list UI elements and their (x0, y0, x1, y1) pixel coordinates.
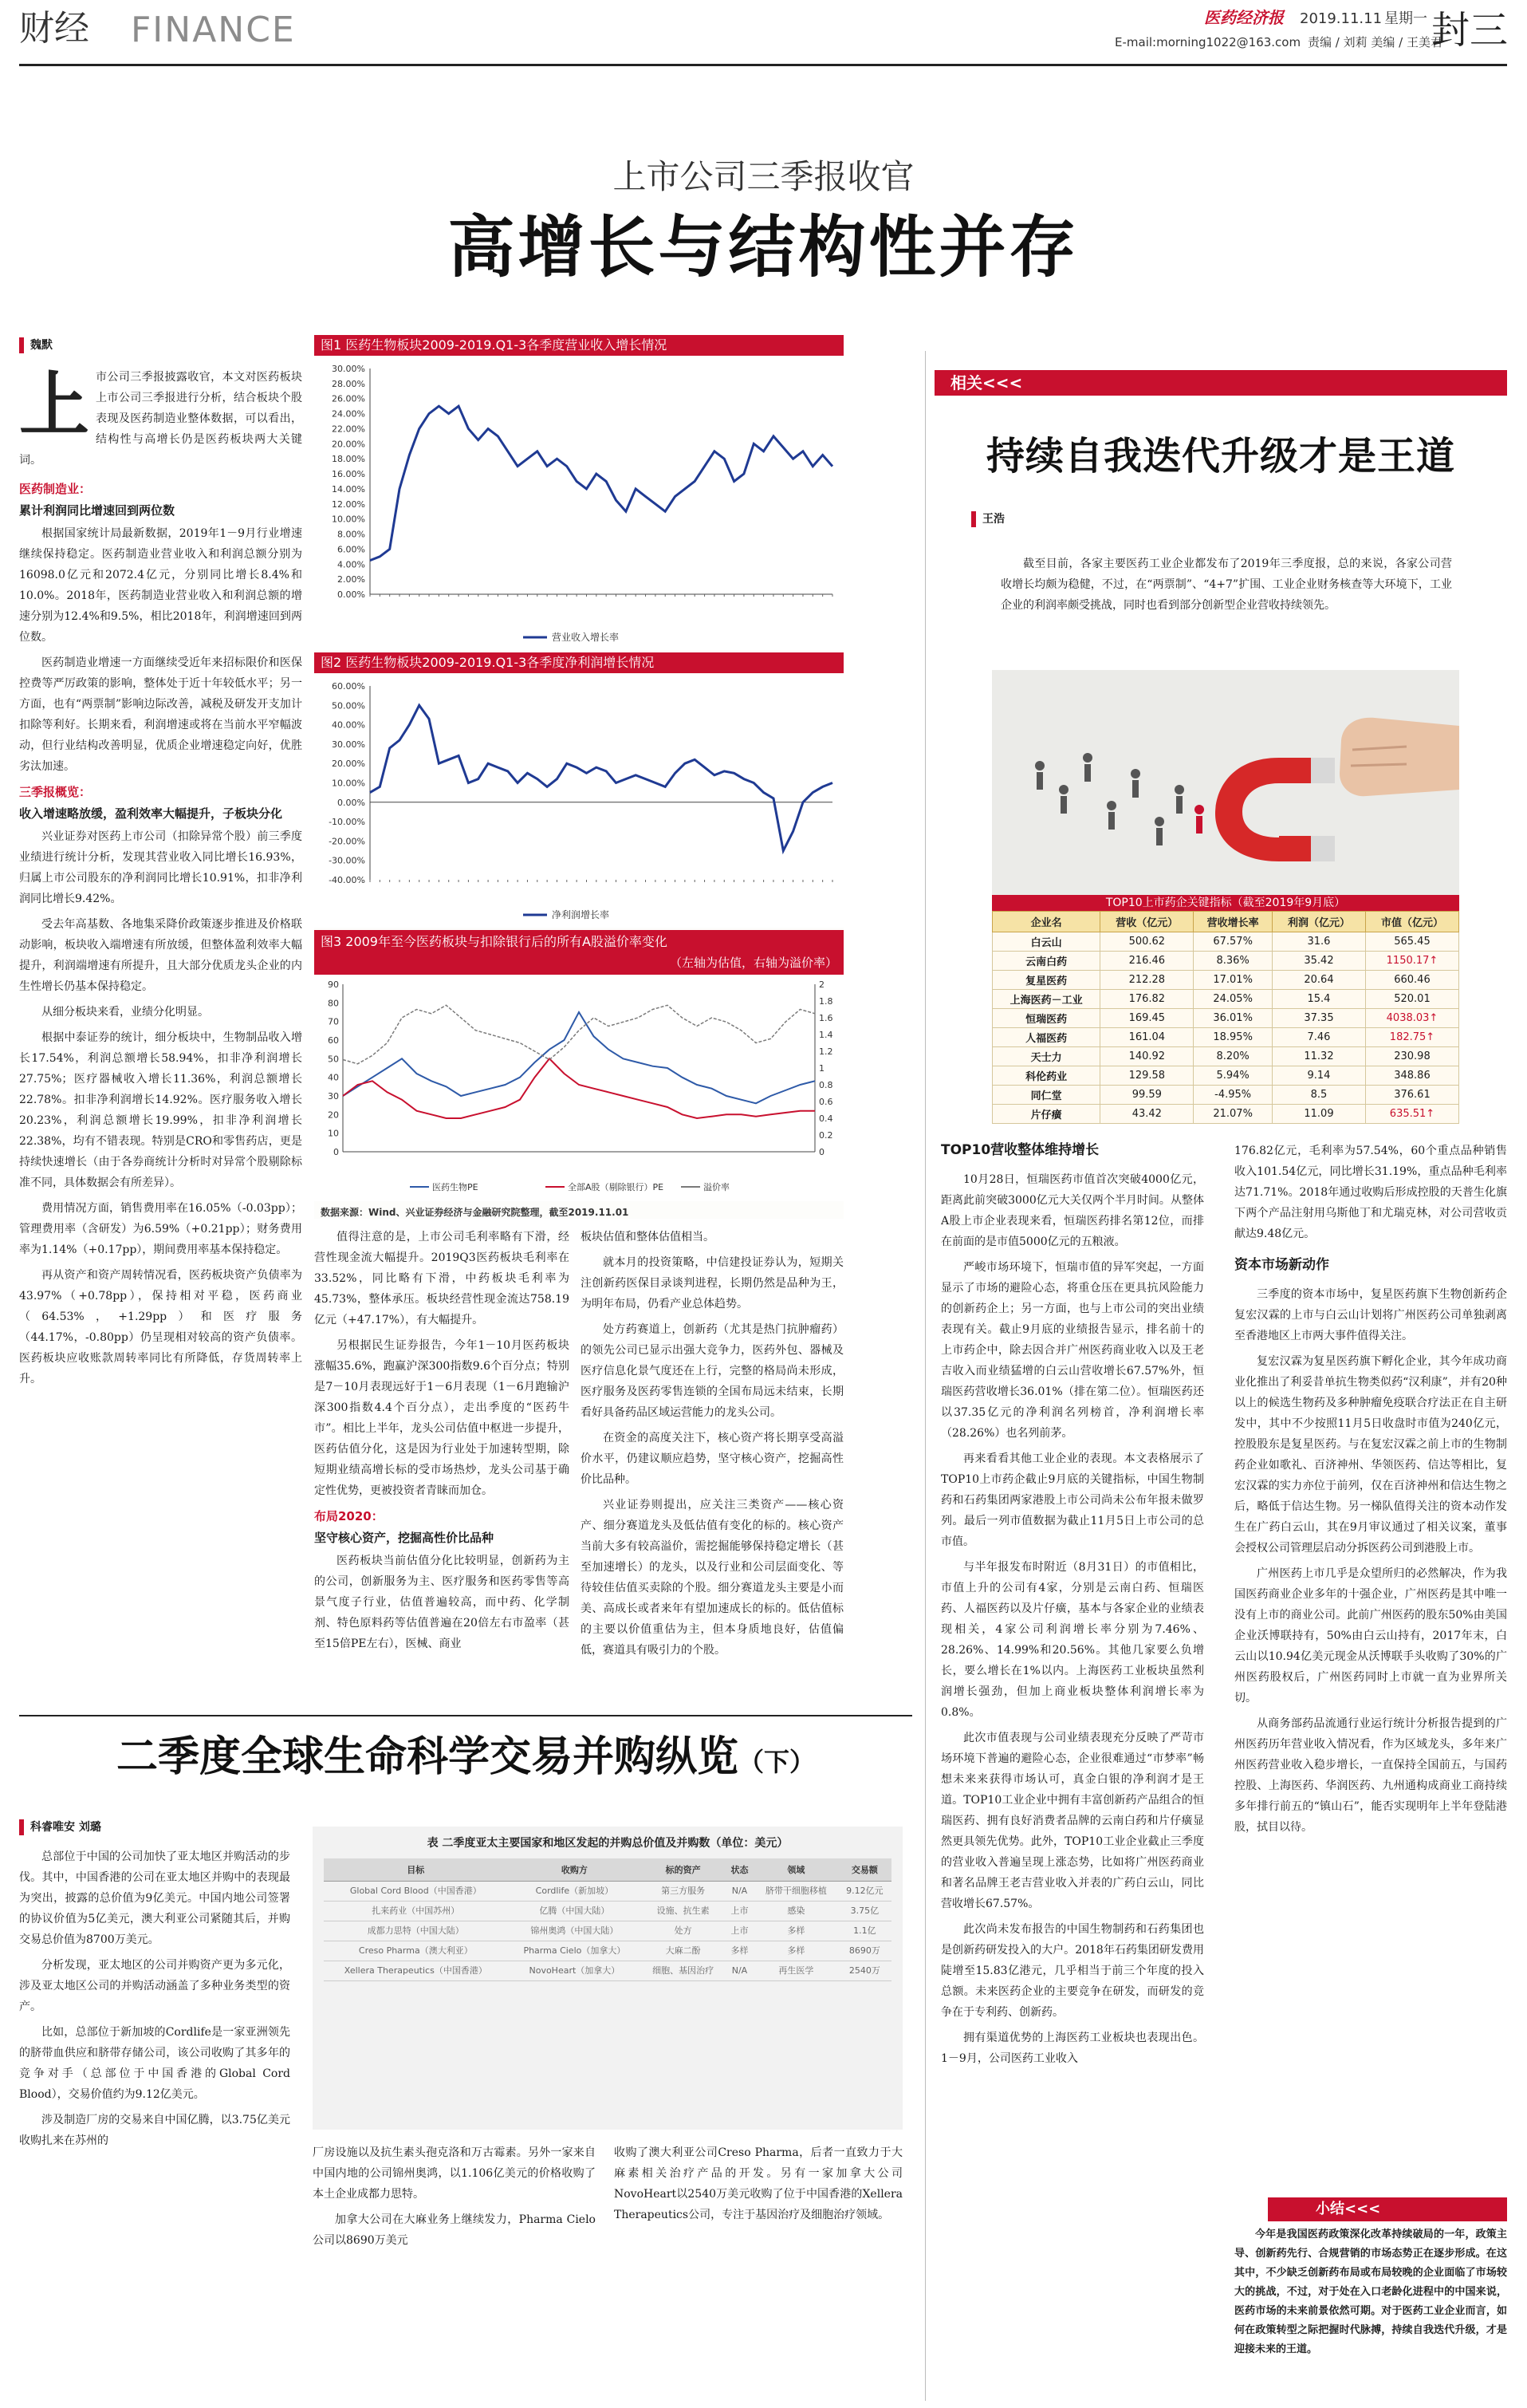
y-left-tick-label: 90 (328, 979, 339, 990)
sidebar-title: 持续自我迭代升级才是王道 (986, 434, 1455, 479)
deals-cell: 3.75亿 (838, 1902, 891, 1921)
bottom-authors: 科睿唯安 刘璐 (30, 1821, 101, 1834)
figure-3-chart (314, 976, 844, 1201)
deals-column-header: 目标 (324, 1858, 508, 1882)
y-tick-label: 60.00% (332, 681, 365, 692)
top10-cell: 8.20% (1194, 1047, 1273, 1066)
deals-cell: 9.12亿元 (838, 1882, 891, 1902)
issue-weekday: 星期一 (1384, 10, 1427, 27)
deals-cell: 大麻二酚 (641, 1941, 725, 1961)
summary-text: 今年是我国医药政策深化改革持续破局的一年，政策主导、创新药先行、合规营销的市场态势正在逐步形成。在这其中，不少缺乏创新药布局或布局较晚的企业面临了市场较大的挑战，不过，对于处在入口老龄化进程中的中国来说，医药市场的未来前景依然可期。对于医药工业企业而言，如何在政策转型之际把握时代脉搏，持续自我迭代升级，才是迎接未来的王道。 (1234, 2229, 1507, 2355)
deals-cell: Cordlife（新加坡） (508, 1882, 642, 1902)
top10-row (993, 1105, 1459, 1124)
deals-table-caption: 表 二季度亚太主要国家和地区发起的并购总价值及并购数（单位：美元） (427, 1837, 789, 1850)
body-paragraph: 收购了澳大利亚公司Creso Pharma，后者一直致力于大麻素相关治疗产品的开发。另有一家加拿大公司NovoHeart以2540万美元收购了位于中国香港的Xellera Therapeutics公司，专注于基因治疗及细胞治疗领域。 (614, 2146, 903, 2221)
deals-cell: 第三方服务 (641, 1882, 725, 1902)
y-left-tick-label: 60 (328, 1035, 339, 1046)
body-paragraph: 再来看看其他工业企业的表现。本文表格展示了TOP10上市药企截止9月底的关键指标，中国生物制药和石药集团两家港股上市公司尚未公布年报未做罗列。最后一列市值数据为截止11月5日上市公司的总市值。 (941, 1452, 1204, 1548)
bottom-title-suffix: （下） (738, 1747, 816, 1777)
top10-cell: 7.46 (1272, 1028, 1365, 1047)
figure-2-chart (314, 675, 844, 928)
deals-cell: 上市 (725, 1921, 754, 1941)
body-paragraph: 加拿大公司在大麻业务上继续发力，Pharma Cielo公司以8690万美元 (313, 2213, 596, 2247)
sidebar-section-heading-top10: TOP10营收整体维持增长 (941, 1142, 1100, 1158)
deals-column-header: 状态 (725, 1858, 754, 1882)
sidebar-author: 王浩 (982, 513, 1005, 526)
y-tick-label: 20.00% (332, 759, 365, 770)
author-marker (19, 337, 24, 353)
top10-cell: 科伦药业 (993, 1066, 1100, 1086)
deals-column-header: 收购方 (508, 1858, 642, 1882)
top10-cell: 同仁堂 (993, 1086, 1100, 1105)
top10-column-header: 市值（亿元） (1365, 912, 1458, 932)
y-tick-label: -30.00% (329, 855, 365, 866)
section-heading-pharma-manufacturing: 医药制造业： (19, 482, 92, 496)
y-right-tick-label: 0.4 (819, 1113, 833, 1124)
top10-cell: 上海医药－工业 (993, 990, 1100, 1009)
deals-cell: 多样 (725, 1941, 754, 1961)
top10-table (992, 911, 1459, 1124)
y-right-tick-label: 1.2 (819, 1046, 833, 1057)
body-paragraph: 兴业证券则提出，应关注三类资产——核心资产、细分赛道龙头及低估值有变化的标的。核心资产当前大多有较高溢价，需挖掘能够保持稳定增长（甚至加速增长）的龙头，以及行业和公司层面变化、等待较佳估值买卖除的个股。细分赛道龙头主要是小而美、高成长或者来年有望加速成长的标的。低估值标的主要以价值重估为主，但本身质地良好，估值偏低，赛道具有吸引力的个股。 (580, 1499, 844, 1657)
deals-cell: 多样 (754, 1941, 838, 1961)
top10-cell: 216.46 (1100, 952, 1194, 971)
deals-row (324, 1961, 891, 1981)
top10-cell: 140.92 (1100, 1047, 1194, 1066)
deals-row (324, 1902, 891, 1921)
deals-cell: 成都力思特（中国大陆） (324, 1921, 508, 1941)
bottom-title-main: 二季度全球生命科学交易并购纵览 (116, 1732, 738, 1781)
top10-cell: 161.04 (1100, 1028, 1194, 1047)
author-marker (19, 1819, 24, 1835)
body-paragraph: 此次尚未发布报告的中国生物制药和石药集团也是创新药研发投入的大户。2018年石药集团研发费用陡增至15.83亿港元，几乎相当于前三个年度的投入总额。未来医药企业的主要竞争在研发，而研发的竞争在于专利药、创新药。 (941, 1923, 1204, 2019)
deals-row (324, 1941, 891, 1961)
body-paragraph: 医药板块当前估值分化比较明显，创新药为主的公司，创新服务为主、医疗服务和医药零售等高景气度子行业，估值普遍较高，而中药、化学制剂、特色原料药等估值普遍在20倍左右市盈率（甚至15倍PE左右），医械、商业 (314, 1555, 569, 1650)
lead-text: 市公司三季报披露收官，本文对医药板块上市公司三季报进行分析，结合板块个股表现及医药制造业整体数据，可以看出，结构性与高增长仍是医药板块两大关键词。 (19, 371, 302, 467)
section-subheading-q3-overview: 收入增速略放缓，盈利效率大幅提升，子板块分化 (19, 806, 283, 821)
body-paragraph: 分析发现，亚太地区的公司并购资产更为多元化，涉及亚太地区公司的并购活动涵盖了多种业务类型的资产。 (19, 1959, 290, 2013)
figure-3-title: 图3 2009年至今医药板块与扣除银行后的所有A股溢价率变化 (321, 934, 667, 949)
y-left-tick-label: 30 (328, 1091, 339, 1102)
body-paragraph: 176.82亿元，毛利率为57.54%，60个重点品种销售收入101.54亿元，同比增长31.19%，重点品种毛利率达71.71%。2018年通过收购后形成控股的天普生化旗下两个产品注射用乌斯他丁和尤瑞克林，对公司营收贡献达9.48亿元。 (1234, 1145, 1507, 1240)
y-right-tick-label: 1.4 (819, 1030, 833, 1040)
top10-cell: 182.75↑ (1365, 1028, 1458, 1047)
deals-cell: 锦州奥鸿（中国大陆） (508, 1921, 642, 1941)
top10-cell: 24.05% (1194, 990, 1273, 1009)
top10-cell: 635.51↑ (1365, 1105, 1458, 1124)
top10-cell: 4038.03↑ (1365, 1009, 1458, 1028)
y-tick-label: 28.00% (332, 378, 365, 389)
top10-cell: 348.86 (1365, 1066, 1458, 1086)
body-paragraph: 兴业证券对医药上市公司（扣除异常个股）前三季度业绩进行统计分析，发现其营业收入同比增长16.93%，归属上市公司股东的净利润同比增长10.91%，扣非净利润同比增长9.42%。 (19, 830, 302, 905)
body-paragraph: 此次市值表现与公司业绩表现充分反映了严苛市场环境下普遍的避险心态，企业很难通过“市梦率”畅想未来来获得市场认可，真金白银的净利润才是王道。TOP10工业企业中拥有丰富创新药产品组合的恒瑞医药、拥有良好消费者品牌的云南白药和片仔癀显然更具领先优势。此外，TOP10工业企业截止三季度的营业收入普遍呈现上涨态势，比如将广州医药商业和著名品牌王老吉营业收入并表的广药白云山，同比营收增长67.57%。 (941, 1732, 1204, 1910)
body-paragraph: 10月28日，恒瑞医药市值首次突破4000亿元，距离此前突破3000亿元大关仅两个半月时间。从整体A股上市企业表现来看，恒瑞医药排名第12位，而排在前面的是市值5000亿元的五粮液。 (941, 1173, 1204, 1248)
main-article-col-3 (580, 1227, 844, 1707)
body-paragraph: 从细分板块来看，业绩分化明显。 (41, 1006, 209, 1019)
y-right-tick-label: 0.8 (819, 1080, 833, 1090)
top10-cell: 11.32 (1272, 1047, 1365, 1066)
body-paragraph: 在资金的高度关注下，核心资产将长期享受高溢价水平，仍建议顺应趋势，坚守核心资产，挖掘高性价比品种。 (580, 1432, 844, 1486)
top10-row (993, 990, 1459, 1009)
top10-cell: 17.01% (1194, 971, 1273, 990)
y-left-tick-label: 10 (328, 1128, 339, 1139)
y-tick-label: 6.00% (337, 544, 365, 555)
top10-cell: 37.35 (1272, 1009, 1365, 1028)
deals-row (324, 1921, 891, 1941)
top10-cell: 20.64 (1272, 971, 1365, 990)
top10-row (993, 971, 1459, 990)
deals-cell: 1.1亿 (838, 1921, 891, 1941)
top10-row (993, 1086, 1459, 1105)
y-tick-label: 30.00% (332, 739, 365, 750)
y-tick-label: 4.00% (337, 559, 365, 570)
magnet-illustration (992, 670, 1459, 895)
section-subheading-core-assets: 坚守核心资产，挖掘高性价比品种 (314, 1531, 494, 1545)
top10-cell: 18.95% (1194, 1028, 1273, 1047)
magnet-hand-image (992, 670, 1459, 895)
figure-2 (314, 652, 844, 928)
bottom-section-rule (19, 1715, 912, 1716)
top10-cell: 660.46 (1365, 971, 1458, 990)
body-paragraph: 与半年报发布时附近（8月31日）的市值相比，市值上升的公司有4家，分别是云南白药、恒瑞医药、人福医药以及片仔癀，基本与各家企业的业绩表现相关，4家公司利润增长率分别为7.46%、28.26%、14.99%和20.56%。其他几家要么负增长，要么增长在1%以内。上海医药工业板块虽然利润增长强劲，但加上商业板块整体利润增长率为0.8%。 (941, 1561, 1204, 1719)
top10-cell: 520.01 (1365, 990, 1458, 1009)
body-paragraph: 值得注意的是，上市公司毛利率略有下滑，经营性现金流大幅提升。2019Q3医药板块毛利率在33.52%，同比略有下滑，中药板块毛利率为45.73%，整体承压。板块经营性现金流达758.19亿元（+47.17%），有大幅提升。 (314, 1231, 569, 1326)
deals-table-panel (313, 1827, 903, 2130)
y-tick-label: 24.00% (332, 408, 365, 420)
column-divider (925, 351, 926, 2401)
figure-3-subtitle: （左轴为估值，右轴为溢价率） (669, 956, 837, 970)
deals-cell: N/A (725, 1882, 754, 1902)
deals-cell: Global Cord Blood（中国香港） (324, 1882, 508, 1902)
y-left-tick-label: 40 (328, 1072, 339, 1083)
body-paragraph: 厂房设施以及抗生素头孢克洛和万古霉素。另外一家来自中国内地的公司锦州奥鸿，以1.106亿美元的价格收购了本土企业成都力思特。 (313, 2146, 596, 2201)
masthead-rule (19, 64, 1507, 66)
deals-column-header: 领域 (754, 1858, 838, 1882)
top10-cell: 5.94% (1194, 1066, 1273, 1086)
body-paragraph: 广州医药上市几乎是众望所归的必然解决，作为我国医药商业企业多年的十强企业，广州医药是其中唯一没有上市的商业公司。此前广州医药的股东50%由美国企业沃博联持有，50%由白云山持有，2017年末，白云山以10.94亿美元现金从沃博联手头收购了30%的广州医药股权后，广州医药同时上市就一直为业界所关切。 (1234, 1567, 1507, 1705)
chart-background (314, 976, 844, 1201)
y-tick-label: 8.00% (337, 529, 365, 540)
main-author: 魏默 (30, 339, 53, 352)
deals-cell: 多样 (754, 1921, 838, 1941)
y-right-tick-label: 2 (819, 979, 825, 990)
legend-label: 医药生物PE (432, 1182, 478, 1192)
deals-cell: 扎来药业（中国苏州） (324, 1902, 508, 1921)
section-title-cn: 财经 (19, 8, 89, 49)
top10-column-header: 营收（亿元） (1100, 912, 1194, 932)
top10-cell: 人福医药 (993, 1028, 1100, 1047)
masthead (0, 0, 1527, 64)
y-tick-label: -10.00% (329, 817, 365, 828)
y-left-tick-label: 80 (328, 998, 339, 1009)
summary-box (1234, 2225, 1507, 2405)
body-paragraph: 根据中泰证券的统计，细分板块中，生物制品收入增长17.54%，利润总额增长58.94%，扣非净利润增长27.75%；医疗器械收入增长11.36%，利润总额增长22.78%。扣非净利润增长14.92%。医疗服务收入增长20.23%，利润总额增长19.99%，扣非净利润增长22.38%，均有不错表现。特别是CRO和零售药店，更是持续快速增长（由于各券商统计分析时对异常个股剔除标准不同，具体数据会有所差异）。 (19, 1031, 302, 1189)
top10-cell: 129.58 (1100, 1066, 1194, 1086)
sidebar-col-a (941, 1141, 1204, 2401)
bottom-col-1 (19, 1846, 290, 2405)
deals-column-header: 标的资产 (641, 1858, 725, 1882)
headline-kicker: 上市公司三季报收官 (612, 157, 915, 196)
figure-1-chart (314, 357, 844, 650)
deals-cell: 处方 (641, 1921, 725, 1941)
legend-label: 营业收入增长率 (552, 632, 620, 643)
deals-row (324, 1882, 891, 1902)
top10-cell: 15.4 (1272, 990, 1365, 1009)
top10-cell: 376.61 (1365, 1086, 1458, 1105)
top10-cell: -4.95% (1194, 1086, 1273, 1105)
top10-cell: 31.6 (1272, 932, 1365, 952)
body-paragraph: 医药制造业增速一方面继续受近年来招标限价和医保控费等严厉政策的影响，整体处于近十年较低水平；另一方面，也有“两票制”影响边际改善，减税及研发开支加计扣除等利好。长期来看，利润增速或将在当前水平窄幅波动，但行业结构改善明显，优质企业增速稳定向好，优胜劣汰加速。 (19, 656, 302, 773)
top10-cell: 片仔癀 (993, 1105, 1100, 1124)
top10-cell: 212.28 (1100, 971, 1194, 990)
top10-cell: 35.42 (1272, 952, 1365, 971)
deals-table (324, 1858, 891, 1981)
body-paragraph: 受去年高基数、各地集采降价政策逐步推进及价格联动影响，板块收入端增速有所放缓，但整体盈利效率大幅提升，利润端增速有所提升，且大部分优质龙头企业的内生性增长仍基本保持稳定。 (19, 918, 302, 993)
body-paragraph: 从商务部药品流通行业运行统计分析报告提到的广州医药历年营业收入情况看，作为区域龙头，多年来广州医药营业收入稳步增长，一直保持全国前五，与国药控股、上海医药、华润医药、九州通构成商业工商持续多年排行前五的“镇山石”，能否实现明年上半年登陆港股，拭目以待。 (1234, 1717, 1507, 1834)
y-tick-label: 0.00% (337, 797, 365, 808)
deals-cell: Creso Pharma（澳大利亚） (324, 1941, 508, 1961)
top10-row (993, 1009, 1459, 1028)
y-tick-label: 10.00% (332, 778, 365, 789)
body-paragraph: 板块估值和整体估值相当。 (580, 1231, 714, 1243)
body-paragraph: 三季度的资本市场中，复星医药旗下生物创新药企复宏汉霖的上市与白云山计划将广州医药公司单独剥离至香港地区上市两大事件值得关注。 (1234, 1288, 1507, 1342)
legend-label: 净利润增长率 (552, 909, 610, 920)
body-paragraph: 就本月的投资策略，中信建投证券认为，短期关注创新药医保目录谈判进程，长期仍然是品种为王，为明年布局，仍看产业总体趋势。 (580, 1256, 844, 1310)
deals-column-header: 交易额 (838, 1858, 891, 1882)
top10-row (993, 1066, 1459, 1086)
author-marker (971, 511, 976, 527)
y-right-tick-label: 0.6 (819, 1097, 833, 1107)
editor-email[interactable]: E-mail:morning1022@163.com (1115, 35, 1301, 49)
chart-background (314, 675, 844, 928)
y-tick-label: 16.00% (332, 469, 365, 480)
body-paragraph: 费用情况方面，销售费用率在16.05%（-0.03pp）；管理费用率（含研发）为6.59%（+0.21pp）；财务费用率为1.14%（+0.17pp），期间费用率基本保持稳定。 (19, 1202, 302, 1256)
summary-tag-label: 小结<<< (1316, 2201, 1381, 2217)
top10-cell: 8.36% (1194, 952, 1273, 971)
y-tick-label: 40.00% (332, 719, 365, 731)
dropcap: 上 (19, 363, 90, 446)
page-label: 封三 (1431, 8, 1509, 53)
top10-cell: 9.14 (1272, 1066, 1365, 1086)
top10-cell: 复星医药 (993, 971, 1100, 990)
sidebar-section-heading-capital: 资本市场新动作 (1234, 1257, 1329, 1273)
figure-2-title: 图2 医药生物板块2009-2019.Q1-3各季度净利润增长情况 (314, 652, 844, 673)
top10-cell: 白云山 (993, 932, 1100, 952)
deals-cell: 细胞、基因治疗 (641, 1961, 725, 1981)
top10-cell: 169.45 (1100, 1009, 1194, 1028)
sidebar-col-b (1234, 1141, 1507, 2185)
y-tick-label: -20.00% (329, 836, 365, 847)
sidebar-byline (971, 510, 1005, 527)
related-tag-label: 相关<<< (950, 373, 1023, 392)
figure-1 (314, 335, 844, 650)
deals-cell: 再生医学 (754, 1961, 838, 1981)
y-left-tick-label: 20 (328, 1109, 339, 1121)
deals-cell: 设施、抗生素 (641, 1902, 725, 1921)
body-paragraph: 根据国家统计局最新数据，2019年1－9月行业增速继续保持稳定。医药制造业营业收入和利润总额分别为16098.0亿元和2072.4亿元，分别同比增长8.4%和10.0%。2018年，医药制造业营业收入和利润总额的增速分别为12.4%和9.5%，相比2018年，利润增速回到两位数。 (19, 527, 302, 644)
y-tick-label: 12.00% (332, 499, 365, 510)
y-tick-label: 18.00% (332, 454, 365, 465)
section-heading-layout-2020: 布局2020： (314, 1509, 384, 1523)
y-tick-label: 14.00% (332, 483, 365, 495)
y-tick-label: 10.00% (332, 514, 365, 525)
y-tick-label: 20.00% (332, 439, 365, 450)
y-right-tick-label: 0 (819, 1147, 825, 1157)
top10-row (993, 932, 1459, 952)
section-heading-q3-overview: 三季报概览： (19, 785, 92, 799)
y-tick-label: 30.00% (332, 364, 365, 374)
top10-column-header: 企业名 (993, 912, 1100, 932)
body-paragraph: 严峻市场环境下，恒瑞市值的异军突起，一方面显示了市场的避险心态，将重仓压在更具抗风险能力的创新药企上；另一方面，也与上市公司的突出业绩表现有关。截止9月底的业绩报告显示，排名前十的上市药企中，除去因合并广州医药商业收入以及王老吉收入而业绩猛增的白云山营收增长67.57%外，恒瑞医药营收增长36.01%（排在第二位）。恒瑞医药还以37.35亿元的净利润名列榜首，净利润增长率（28.26%）也名列前茅。 (941, 1261, 1204, 1440)
main-article-col-1 (19, 335, 302, 1707)
legend-label: 溢价率 (703, 1182, 730, 1192)
body-paragraph: 涉及制造厂房的交易来自中国亿腾，以3.75亿美元收购扎来在苏州的 (19, 2114, 290, 2147)
headline-title: 高增长与结构性并存 (447, 207, 1080, 286)
top10-cell: 云南白药 (993, 952, 1100, 971)
deals-cell: N/A (725, 1961, 754, 1981)
charts-panel (314, 335, 844, 1219)
top10-row (993, 1028, 1459, 1047)
section-subheading-profit-growth: 累计利润同比增速回到两位数 (19, 503, 175, 518)
main-article-col-2 (314, 1227, 569, 1707)
deals-cell: Xellera Therapeutics（中国香港） (324, 1961, 508, 1981)
y-left-tick-label: 0 (333, 1147, 339, 1157)
bottom-col-2 (313, 2142, 596, 2402)
top10-row (993, 952, 1459, 971)
related-tag (935, 370, 1507, 396)
body-paragraph: 再从资产和资产周转情况看，医药板块资产负债率为43.97%（+0.78pp），保持相对平稳，医药商业（64.53%，+1.29pp）和医疗服务（44.17%，-0.80pp）仍呈现相对较高的资产负债率。医药板块应收账款周转率同比有所降低，存货周转率上升。 (19, 1269, 302, 1385)
figure-3 (314, 930, 844, 1201)
deals-cell: 脐带干细胞移植 (754, 1882, 838, 1902)
y-tick-label: -40.00% (329, 875, 365, 885)
charts-source-note: 数据来源：Wind、兴业证券经济与金融研究院整理，截至2019.11.01 (321, 1207, 629, 1218)
body-paragraph: 处方药赛道上，创新药（尤其是热门抗肿瘤药）的领先公司已显示出强大竞争力，医药外包、器械及医疗信息化景气度还在上行，完整的格局尚未形成，医疗服务及医药零售连锁的全国布局远未结束，长期看好具备药品区域运营能力的龙头公司。 (580, 1323, 844, 1419)
y-tick-label: 22.00% (332, 424, 365, 435)
section-title-en: FINANCE (131, 10, 296, 50)
deals-cell: 感染 (754, 1902, 838, 1921)
top10-cell: 565.45 (1365, 932, 1458, 952)
top10-cell: 176.82 (1100, 990, 1194, 1009)
body-paragraph: 复宏汉霖为复星医药旗下孵化企业，其今年成功商业化推出了利妥昔单抗生物类似药“汉利康”，并有20种以上的候选生物药及多种肿瘤免疫联合疗法正在自主研发中，其中不少按照11月5日收盘时市值为240亿元，控股股东是复星医药。与在复宏汉霖之前上市的生物制药企业如歌礼、百济神州、华领医药、信达等相比，复宏汉霖的实力亦位于前列，仅在百济神州和信达生物之后，略低于信达生物。另一梯队值得关注的资本动作发生在广药白云山，其在9月审议通过了相关议案，董事会授权公司管理层启动分拆医药公司到港股上市。 (1234, 1355, 1507, 1555)
y-right-tick-label: 1.6 (819, 1013, 833, 1023)
bottom-title (19, 1729, 912, 1790)
summary-tag (1268, 2197, 1507, 2221)
top10-column-header: 利润（亿元） (1272, 912, 1365, 932)
top10-cell: 67.57% (1194, 932, 1273, 952)
top10-table-title: TOP10上市药企关键指标（截至2019年9月底） (992, 895, 1459, 911)
bottom-byline (19, 1819, 101, 1835)
deals-cell: 8690万 (838, 1941, 891, 1961)
y-left-tick-label: 70 (328, 1016, 339, 1027)
sidebar-lead (1001, 554, 1452, 657)
body-paragraph: 总部位于中国的公司加快了亚太地区并购活动的步伐。其中，中国香港的公司在亚太地区并购中的表现最为突出，披露的总价值为9亿美元。中国内地公司签署的协议价值为5亿美元，澳大利亚公司紧随其后，并购交易总价值为8700万美元。 (19, 1850, 290, 1946)
deals-cell: 亿腾（中国大陆） (508, 1902, 642, 1921)
bottom-col-3 (614, 2142, 903, 2402)
top10-cell: 43.42 (1100, 1105, 1194, 1124)
top10-cell: 恒瑞医药 (993, 1009, 1100, 1028)
legend-label: 全部A股（剔除银行）PE (568, 1182, 664, 1192)
top10-table-panel (992, 895, 1459, 1121)
y-right-tick-label: 1 (819, 1063, 825, 1074)
issue-date: 2019.11.11 (1300, 10, 1383, 27)
top10-row (993, 1047, 1459, 1066)
body-paragraph: 比如，总部位于新加坡的Cordlife是一家亚洲领先的脐带血供应和脐带存储公司，该公司收购了其多年的竞争对手（总部位于中国香港的Global Cord Blood），交易价值约为9.12亿美元。 (19, 2026, 290, 2101)
y-tick-label: 2.00% (337, 574, 365, 585)
deals-cell: NovoHeart（加拿大） (508, 1961, 642, 1981)
chart-background (314, 357, 844, 650)
y-tick-label: 0.00% (337, 589, 365, 600)
y-tick-label: 50.00% (332, 700, 365, 711)
deals-cell: 上市 (725, 1902, 754, 1921)
sidebar-lead-text: 截至目前，各家主要医药工业企业都发布了2019年三季度报，总的来说，各家公司营收增长均颇为稳健，不过，在“两票制”、“4+7”扩围、工业企业财务核查等大环境下，工业企业的利润率颇受挑战，同时也看到部分创新型企业营收持续领先。 (1001, 558, 1452, 612)
paper-name: 医药经济报 (1204, 8, 1284, 27)
top10-cell: 99.59 (1100, 1086, 1194, 1105)
top10-cell: 230.98 (1365, 1047, 1458, 1066)
top10-cell: 11.09 (1272, 1105, 1365, 1124)
top10-cell: 500.62 (1100, 932, 1194, 952)
deals-cell: 2540万 (838, 1961, 891, 1981)
y-right-tick-label: 1.8 (819, 996, 833, 1007)
top10-cell: 8.5 (1272, 1086, 1365, 1105)
top10-cell: 1150.17↑ (1365, 952, 1458, 971)
editor-credits: 责编 / 刘莉 美编 / 王美君 (1308, 35, 1442, 49)
top10-column-header: 营收增长率 (1194, 912, 1273, 932)
y-tick-label: 26.00% (332, 393, 365, 404)
top10-cell: 36.01% (1194, 1009, 1273, 1028)
body-paragraph: 另根据民生证券报告，今年1－10月医药板块涨幅35.6%，跑赢沪深300指数9.6个百分点；特别是7－10月表现远好于1－6月表现（1－6月跑输沪深300指数4.4个百分点），走出季度的“医药牛市”。相比上半年，龙头公司估值中枢进一步提升，医药估值分化，这是因为行业处于加速转型期，除短期业绩高增长标的受市场热炒，龙头公司基于确定性优势，更被投资者青睐而加仓。 (314, 1339, 569, 1497)
deals-cell: Pharma Cielo（加拿大） (508, 1941, 642, 1961)
top10-cell: 21.07% (1194, 1105, 1273, 1124)
figure-1-title: 图1 医药生物板块2009-2019.Q1-3各季度营业收入增长情况 (314, 335, 844, 356)
y-left-tick-label: 50 (328, 1054, 339, 1065)
y-right-tick-label: 0.2 (819, 1130, 833, 1141)
top10-cell: 天士力 (993, 1047, 1100, 1066)
lead-paragraph (19, 363, 302, 471)
body-paragraph: 拥有渠道优势的上海医药工业板块也表现出色。1－9月，公司医药工业收入 (941, 2032, 1204, 2065)
